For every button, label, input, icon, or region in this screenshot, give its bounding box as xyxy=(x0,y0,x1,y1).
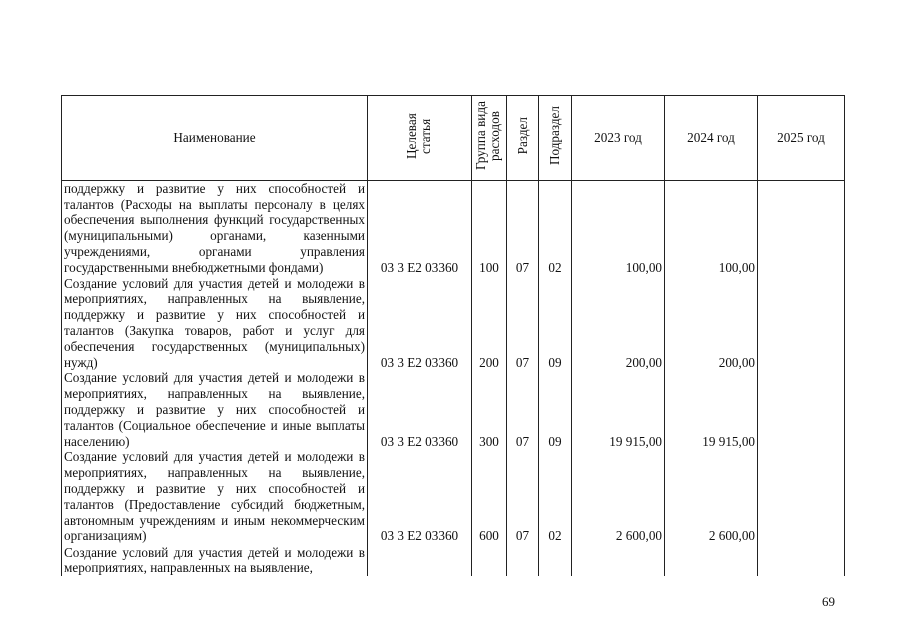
row-section xyxy=(507,544,539,576)
header-2024: 2024 год xyxy=(665,96,758,181)
row-2025 xyxy=(758,449,845,544)
table-row xyxy=(62,544,845,576)
header-2025: 2025 год xyxy=(758,96,845,181)
row-2023: 200,00 xyxy=(572,276,665,371)
header-expense-group xyxy=(472,96,507,181)
row-group: 300 xyxy=(472,370,507,449)
row-code: 03 3 E2 03360 xyxy=(368,449,472,544)
header-subsection xyxy=(539,96,572,181)
row-section: 07 xyxy=(507,449,539,544)
row-section: 07 xyxy=(507,370,539,449)
header-section xyxy=(507,96,539,181)
row-2025 xyxy=(758,370,845,449)
row-2023: 100,00 xyxy=(572,180,665,275)
row-name: Создание условий для участия детей и молодежи в мероприятиях, направленных на выявление, поддержку и развитие у них способностей и талантов (Социальное обеспечение и иные выплаты населению) xyxy=(62,370,368,449)
row-name: Создание условий для участия детей и молодежи в мероприятиях, направленных на выявление, поддержку и развитие у них способностей и талантов (Закупка товаров, работ и услуг для обеспечения государственных (муниципальных) нужд) xyxy=(62,276,368,371)
row-group: 100 xyxy=(472,180,507,275)
header-name: Наименование xyxy=(62,96,368,181)
row-subsection: 09 xyxy=(539,276,572,371)
header-subsection-text: Подраздел xyxy=(547,106,562,166)
row-name: поддержку и развитие у них способностей и талантов (Расходы на выплаты персоналу в целях обеспечения выполнения функций государственных (муниципальными) органами, казенными учреждениями, органами управления государственными внебюджетными фондами) xyxy=(62,180,368,275)
row-subsection: 09 xyxy=(539,370,572,449)
row-2025 xyxy=(758,544,845,576)
row-section: 07 xyxy=(507,276,539,371)
row-name: Создание условий для участия детей и молодежи в мероприятиях, направленных на выявление, xyxy=(62,544,368,576)
row-2024: 19 915,00 xyxy=(665,370,758,449)
header-target-article-text: Целевая статья xyxy=(403,113,433,159)
row-section: 07 xyxy=(507,180,539,275)
table-row xyxy=(62,370,845,449)
row-code xyxy=(368,544,472,576)
row-2023: 2 600,00 xyxy=(572,449,665,544)
row-2025 xyxy=(758,276,845,371)
row-subsection xyxy=(539,544,572,576)
table-header-row xyxy=(62,96,845,181)
row-subsection: 02 xyxy=(539,449,572,544)
header-target-article xyxy=(368,96,472,181)
row-name: Создание условий для участия детей и молодежи в мероприятиях, направленных на выявление, поддержку и развитие у них способностей и талантов (Предоставление субсидий бюджетным, автономным учреждениям и иным некоммерческим организациям) xyxy=(62,449,368,544)
row-2024 xyxy=(665,544,758,576)
header-2023: 2023 год xyxy=(572,96,665,181)
row-code: 03 3 E2 03360 xyxy=(368,276,472,371)
page-number: 69 xyxy=(822,594,835,609)
row-2024: 200,00 xyxy=(665,276,758,371)
row-2024: 2 600,00 xyxy=(665,449,758,544)
row-code: 03 3 E2 03360 xyxy=(368,180,472,275)
table-row xyxy=(62,180,845,275)
row-group xyxy=(472,544,507,576)
budget-table xyxy=(61,95,845,576)
header-section-text: Раздел xyxy=(514,117,530,155)
row-group: 600 xyxy=(472,449,507,544)
row-2023: 19 915,00 xyxy=(572,370,665,449)
table-row xyxy=(62,276,845,371)
table-row xyxy=(62,449,845,544)
row-2023 xyxy=(572,544,665,576)
row-code: 03 3 E2 03360 xyxy=(368,370,472,449)
row-subsection: 02 xyxy=(539,180,572,275)
row-2024: 100,00 xyxy=(665,180,758,275)
row-2025 xyxy=(758,180,845,275)
header-expense-group-text: Группа вида расходов xyxy=(473,101,502,171)
row-group: 200 xyxy=(472,276,507,371)
